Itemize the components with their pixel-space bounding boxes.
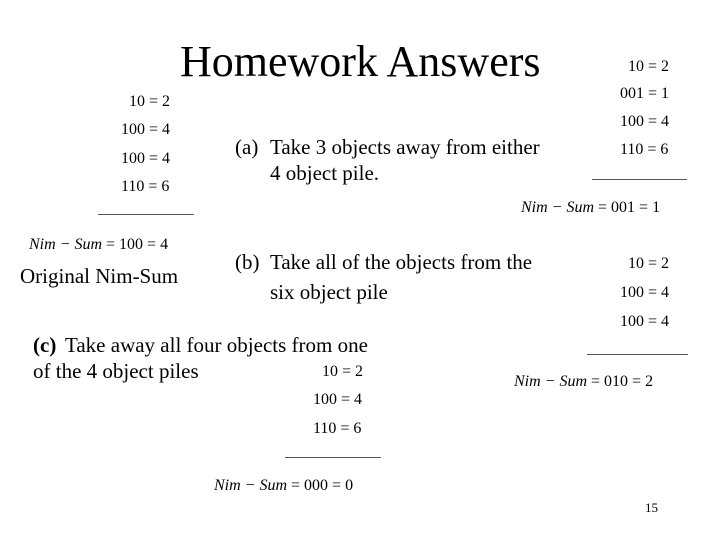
answer-b-line-3: 100 = 4 bbox=[620, 313, 670, 330]
original-sum-label: Nim − Sum bbox=[29, 236, 103, 253]
answer-c-line-1: 10 = 2 bbox=[322, 363, 364, 380]
page-title: Homework Answers bbox=[180, 37, 541, 86]
answer-a-text-line-1: Take 3 objects away from either bbox=[270, 135, 540, 159]
answer-c-text-line-1: Take away all four objects from one bbox=[65, 333, 368, 357]
original-line-3: 100 = 4 bbox=[121, 150, 171, 167]
answer-a-line-2: 001 = 1 bbox=[620, 85, 670, 102]
answer-a-line-1: 10 = 2 bbox=[628, 58, 670, 75]
answer-c-text-line-2: of the 4 object piles bbox=[33, 359, 199, 383]
answer-b-sum-label: Nim − Sum bbox=[514, 373, 588, 390]
answer-a-sum-rule bbox=[592, 179, 687, 180]
answer-b-sum bbox=[514, 374, 653, 390]
answer-a-line-4: 110 = 6 bbox=[620, 141, 669, 158]
answer-a-text-line-2: 4 object pile. bbox=[270, 161, 380, 185]
answer-a-sum bbox=[521, 200, 660, 216]
answer-c-sum-rule bbox=[285, 457, 381, 458]
original-sum bbox=[29, 237, 168, 253]
answer-c-label: (c) bbox=[33, 333, 57, 357]
original-caption: Original Nim-Sum bbox=[20, 264, 179, 288]
answer-b-line-2: 100 = 4 bbox=[620, 284, 670, 301]
original-sum-value: = 100 = 4 bbox=[106, 236, 169, 253]
answer-c-line-2: 100 = 4 bbox=[313, 391, 363, 408]
original-line-4: 110 = 6 bbox=[121, 178, 170, 195]
original-line-1: 10 = 2 bbox=[129, 93, 171, 110]
answer-b-sum-value: = 010 = 2 bbox=[591, 373, 654, 390]
answer-a-line-3: 100 = 4 bbox=[620, 113, 670, 130]
answer-c-sum bbox=[214, 478, 353, 494]
answer-c-sum-label: Nim − Sum bbox=[214, 477, 288, 494]
answer-b-text-line-2: six object pile bbox=[270, 280, 388, 304]
answer-a-sum-value: = 001 = 1 bbox=[598, 199, 661, 216]
answer-b-label: (b) bbox=[235, 250, 260, 274]
page-number: 15 bbox=[645, 500, 658, 515]
answer-c-sum-value: = 000 = 0 bbox=[291, 477, 354, 494]
answer-b-sum-rule bbox=[587, 354, 688, 355]
answer-a-label: (a) bbox=[235, 135, 259, 159]
answer-c-line-3: 110 = 6 bbox=[313, 420, 362, 437]
original-sum-rule bbox=[98, 214, 194, 215]
answer-b-line-1: 10 = 2 bbox=[628, 255, 670, 272]
answer-b-text-line-1: Take all of the objects from the bbox=[270, 250, 533, 274]
answer-a-sum-label: Nim − Sum bbox=[521, 199, 595, 216]
original-line-2: 100 = 4 bbox=[121, 121, 171, 138]
